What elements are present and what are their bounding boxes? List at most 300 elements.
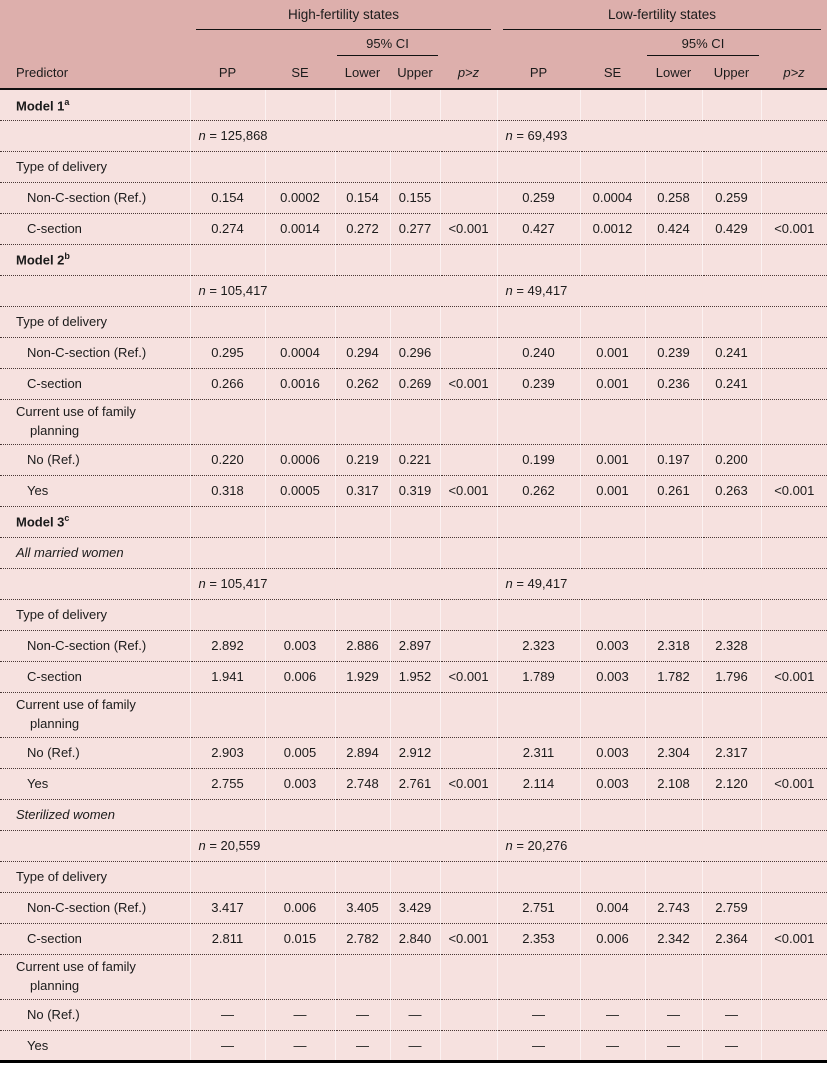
value-cell: 0.001 bbox=[580, 368, 645, 399]
column-header-se-high: SE bbox=[291, 65, 309, 80]
empty-cell bbox=[497, 799, 580, 830]
value-cell bbox=[440, 630, 497, 661]
value-cell: 0.001 bbox=[580, 337, 645, 368]
empty-cell bbox=[645, 306, 702, 337]
empty-cell bbox=[390, 244, 440, 275]
column-header-pp-high: PP bbox=[218, 65, 237, 80]
predictor-cell: Type of delivery bbox=[16, 314, 108, 329]
value-cell: 0.0014 bbox=[265, 213, 335, 244]
value-cell: 0.261 bbox=[645, 475, 702, 506]
empty-cell bbox=[265, 692, 335, 737]
predictor-label-line2: planning bbox=[30, 715, 80, 731]
value-cell: <0.001 bbox=[761, 923, 827, 954]
column-header-upper-low: Upper bbox=[713, 65, 750, 80]
value-cell bbox=[440, 737, 497, 768]
empty-cell bbox=[497, 89, 580, 120]
value-cell: 0.001 bbox=[580, 475, 645, 506]
value-cell: 2.751 bbox=[497, 892, 580, 923]
empty-cell bbox=[190, 861, 265, 892]
value-cell: 2.328 bbox=[702, 630, 761, 661]
table-row-data bbox=[0, 182, 827, 213]
value-cell bbox=[440, 892, 497, 923]
value-cell: 2.323 bbox=[497, 630, 580, 661]
sample-size-high: n = 105,417 bbox=[190, 568, 497, 599]
value-cell bbox=[440, 999, 497, 1030]
value-cell: 0.259 bbox=[497, 182, 580, 213]
predictor-cell bbox=[0, 830, 190, 861]
column-header-predictor: Predictor bbox=[16, 65, 69, 80]
predictor-cell: No (Ref.) bbox=[27, 745, 80, 760]
value-cell: — bbox=[390, 1030, 440, 1061]
value-cell: 0.319 bbox=[390, 475, 440, 506]
empty-cell bbox=[645, 244, 702, 275]
sample-size-low: n = 49,417 bbox=[497, 568, 827, 599]
value-cell: 3.417 bbox=[190, 892, 265, 923]
value-cell: 0.429 bbox=[702, 213, 761, 244]
value-cell: 1.789 bbox=[497, 661, 580, 692]
predictor-cell: Yes bbox=[27, 483, 49, 498]
empty-cell bbox=[440, 506, 497, 537]
value-cell: 0.269 bbox=[390, 368, 440, 399]
empty-cell bbox=[761, 244, 827, 275]
empty-cell bbox=[761, 89, 827, 120]
spacer-cell bbox=[497, 30, 580, 56]
empty-cell bbox=[702, 306, 761, 337]
value-cell bbox=[761, 737, 827, 768]
sample-size-low: n = 20,276 bbox=[497, 830, 827, 861]
group-header-row bbox=[0, 0, 827, 30]
value-cell: 0.003 bbox=[265, 768, 335, 799]
value-cell: 0.262 bbox=[497, 475, 580, 506]
value-cell: 0.200 bbox=[702, 444, 761, 475]
empty-cell bbox=[265, 506, 335, 537]
empty-cell bbox=[580, 399, 645, 444]
value-cell: 0.272 bbox=[335, 213, 390, 244]
value-cell: 2.108 bbox=[645, 768, 702, 799]
value-cell: 1.796 bbox=[702, 661, 761, 692]
empty-cell bbox=[761, 151, 827, 182]
predictor-cell: Sterilized women bbox=[16, 807, 115, 822]
value-cell: 0.263 bbox=[702, 475, 761, 506]
table-header bbox=[0, 0, 827, 89]
predictor-label-line2: planning bbox=[30, 422, 80, 438]
column-header-lower-high: Lower bbox=[344, 65, 381, 80]
value-cell bbox=[440, 182, 497, 213]
table-row-model bbox=[0, 506, 827, 537]
empty-cell bbox=[390, 599, 440, 630]
value-cell: 0.0012 bbox=[580, 213, 645, 244]
value-cell: 0.0004 bbox=[265, 337, 335, 368]
value-cell: <0.001 bbox=[761, 661, 827, 692]
empty-cell bbox=[702, 799, 761, 830]
empty-cell bbox=[390, 799, 440, 830]
value-cell: 2.318 bbox=[645, 630, 702, 661]
predictor-cell: Current use of family planning bbox=[16, 958, 136, 993]
group-header-high-fertility bbox=[190, 0, 497, 30]
table-row-data bbox=[0, 1030, 827, 1061]
value-cell bbox=[761, 630, 827, 661]
empty-cell bbox=[497, 537, 580, 568]
empty-cell bbox=[645, 399, 702, 444]
value-cell: — bbox=[335, 1030, 390, 1061]
empty-cell bbox=[335, 151, 390, 182]
value-cell: 2.342 bbox=[645, 923, 702, 954]
empty-cell bbox=[440, 151, 497, 182]
value-cell: 0.015 bbox=[265, 923, 335, 954]
empty-cell bbox=[702, 954, 761, 999]
empty-cell bbox=[265, 537, 335, 568]
table-row-italic bbox=[0, 537, 827, 568]
value-cell: 0.317 bbox=[335, 475, 390, 506]
empty-cell bbox=[390, 399, 440, 444]
value-cell: 0.001 bbox=[580, 444, 645, 475]
value-cell: 0.258 bbox=[645, 182, 702, 213]
empty-cell bbox=[761, 954, 827, 999]
empty-cell bbox=[440, 306, 497, 337]
value-cell: 0.0004 bbox=[580, 182, 645, 213]
group-header-low-fertility bbox=[497, 0, 827, 30]
empty-cell bbox=[390, 861, 440, 892]
table-row-n bbox=[0, 830, 827, 861]
empty-cell bbox=[190, 506, 265, 537]
value-cell: 0.424 bbox=[645, 213, 702, 244]
predictor-cell: Model 1$^a$ bbox=[16, 96, 70, 113]
value-cell: — bbox=[580, 999, 645, 1030]
empty-cell bbox=[497, 151, 580, 182]
ci-label: 95% CI bbox=[337, 36, 438, 56]
empty-cell bbox=[497, 861, 580, 892]
value-cell: 2.894 bbox=[335, 737, 390, 768]
ci-header-high bbox=[335, 30, 440, 56]
spacer-cell bbox=[0, 30, 190, 56]
table-row-section bbox=[0, 306, 827, 337]
column-label-row bbox=[0, 56, 827, 89]
sample-size-high: n = 20,559 bbox=[190, 830, 497, 861]
n-symbol: n bbox=[198, 128, 206, 143]
table-row-section bbox=[0, 861, 827, 892]
predictor-cell: Model 3$^c$ bbox=[16, 513, 70, 530]
empty-cell bbox=[761, 506, 827, 537]
empty-cell bbox=[335, 244, 390, 275]
empty-cell bbox=[335, 954, 390, 999]
value-cell: 0.221 bbox=[390, 444, 440, 475]
value-cell: 0.427 bbox=[497, 213, 580, 244]
predictor-cell: No (Ref.) bbox=[27, 452, 80, 467]
predictor-cell: Current use of family planning bbox=[16, 696, 136, 731]
value-cell: 3.405 bbox=[335, 892, 390, 923]
value-cell: 0.154 bbox=[335, 182, 390, 213]
column-header-lower-low: Lower bbox=[655, 65, 692, 80]
predictor-cell: Non-C-section (Ref.) bbox=[27, 190, 147, 205]
value-cell: — bbox=[580, 1030, 645, 1061]
spacer-cell bbox=[440, 30, 497, 56]
value-cell: 2.120 bbox=[702, 768, 761, 799]
table-row-data bbox=[0, 630, 827, 661]
empty-cell bbox=[497, 306, 580, 337]
sample-size-low: n = 49,417 bbox=[497, 275, 827, 306]
spacer-cell bbox=[580, 30, 645, 56]
empty-cell bbox=[190, 954, 265, 999]
empty-cell bbox=[761, 399, 827, 444]
value-cell: <0.001 bbox=[761, 475, 827, 506]
empty-cell bbox=[580, 151, 645, 182]
empty-cell bbox=[702, 692, 761, 737]
empty-cell bbox=[702, 244, 761, 275]
empty-cell bbox=[265, 89, 335, 120]
value-cell: <0.001 bbox=[761, 213, 827, 244]
empty-cell bbox=[580, 506, 645, 537]
value-cell: 0.003 bbox=[580, 630, 645, 661]
value-cell: 2.761 bbox=[390, 768, 440, 799]
empty-cell bbox=[440, 244, 497, 275]
empty-cell bbox=[335, 861, 390, 892]
predictor-cell: C-section bbox=[27, 221, 82, 236]
table-row-model bbox=[0, 89, 827, 120]
value-cell: 2.759 bbox=[702, 892, 761, 923]
empty-cell bbox=[761, 799, 827, 830]
empty-cell bbox=[335, 506, 390, 537]
value-cell: — bbox=[265, 1030, 335, 1061]
empty-cell bbox=[190, 537, 265, 568]
value-cell: 1.929 bbox=[335, 661, 390, 692]
empty-cell bbox=[390, 692, 440, 737]
value-cell: 1.941 bbox=[190, 661, 265, 692]
value-cell: <0.001 bbox=[761, 768, 827, 799]
table-row-section2 bbox=[0, 692, 827, 737]
empty-cell bbox=[335, 692, 390, 737]
table-row-n bbox=[0, 568, 827, 599]
value-cell: 0.154 bbox=[190, 182, 265, 213]
empty-cell bbox=[702, 537, 761, 568]
value-cell: — bbox=[390, 999, 440, 1030]
empty-cell bbox=[645, 861, 702, 892]
value-cell bbox=[761, 444, 827, 475]
value-cell: — bbox=[645, 999, 702, 1030]
column-header-pz-low: p>z bbox=[783, 65, 805, 80]
value-cell bbox=[761, 182, 827, 213]
spacer-cell bbox=[265, 30, 335, 56]
empty-cell bbox=[580, 89, 645, 120]
column-header-pp-low: PP bbox=[529, 65, 548, 80]
empty-cell bbox=[645, 599, 702, 630]
value-cell: 0.0002 bbox=[265, 182, 335, 213]
empty-cell bbox=[390, 537, 440, 568]
ci-label: 95% CI bbox=[647, 36, 759, 56]
value-cell: 0.266 bbox=[190, 368, 265, 399]
table-row-n bbox=[0, 120, 827, 151]
empty-cell bbox=[390, 506, 440, 537]
empty-cell bbox=[702, 89, 761, 120]
value-cell bbox=[761, 892, 827, 923]
empty-cell bbox=[440, 599, 497, 630]
value-cell: <0.001 bbox=[440, 368, 497, 399]
column-header-upper-high: Upper bbox=[397, 65, 433, 80]
value-cell: 0.277 bbox=[390, 213, 440, 244]
empty-cell bbox=[265, 399, 335, 444]
empty-cell bbox=[335, 399, 390, 444]
empty-cell bbox=[440, 399, 497, 444]
column-header-pz-high: p>z bbox=[457, 65, 480, 80]
empty-cell bbox=[702, 861, 761, 892]
empty-cell bbox=[190, 151, 265, 182]
table-row-data bbox=[0, 661, 827, 692]
value-cell: <0.001 bbox=[440, 475, 497, 506]
empty-cell bbox=[335, 89, 390, 120]
n-symbol: n bbox=[198, 838, 206, 853]
value-cell: 2.903 bbox=[190, 737, 265, 768]
value-cell: 0.296 bbox=[390, 337, 440, 368]
spacer-cell bbox=[0, 0, 190, 30]
empty-cell bbox=[580, 861, 645, 892]
table-row-data bbox=[0, 444, 827, 475]
predictor-cell bbox=[0, 120, 190, 151]
table-row-data bbox=[0, 213, 827, 244]
predictor-cell: Yes bbox=[27, 776, 49, 791]
value-cell: 2.886 bbox=[335, 630, 390, 661]
empty-cell bbox=[497, 599, 580, 630]
group-header-label: High-fertility states bbox=[196, 7, 491, 30]
value-cell: 0.241 bbox=[702, 337, 761, 368]
value-cell bbox=[761, 368, 827, 399]
table-row-data bbox=[0, 768, 827, 799]
empty-cell bbox=[497, 399, 580, 444]
predictor-cell bbox=[0, 275, 190, 306]
empty-cell bbox=[335, 306, 390, 337]
empty-cell bbox=[190, 799, 265, 830]
predictor-cell: All married women bbox=[16, 545, 124, 560]
empty-cell bbox=[645, 151, 702, 182]
empty-cell bbox=[702, 599, 761, 630]
value-cell: — bbox=[190, 1030, 265, 1061]
empty-cell bbox=[580, 306, 645, 337]
predictor-cell: C-section bbox=[27, 669, 82, 684]
value-cell: 2.304 bbox=[645, 737, 702, 768]
empty-cell bbox=[390, 89, 440, 120]
empty-cell bbox=[265, 306, 335, 337]
value-cell: 0.0005 bbox=[265, 475, 335, 506]
empty-cell bbox=[497, 692, 580, 737]
empty-cell bbox=[580, 954, 645, 999]
table-row-data bbox=[0, 368, 827, 399]
value-cell: 0.003 bbox=[580, 737, 645, 768]
value-cell: <0.001 bbox=[440, 661, 497, 692]
value-cell: 2.743 bbox=[645, 892, 702, 923]
empty-cell bbox=[761, 692, 827, 737]
table-row-data bbox=[0, 737, 827, 768]
value-cell: 2.912 bbox=[390, 737, 440, 768]
empty-cell bbox=[335, 599, 390, 630]
value-cell: 0.236 bbox=[645, 368, 702, 399]
value-cell: 1.952 bbox=[390, 661, 440, 692]
value-cell: 0.274 bbox=[190, 213, 265, 244]
empty-cell bbox=[190, 244, 265, 275]
empty-cell bbox=[580, 537, 645, 568]
spacer-cell bbox=[190, 30, 265, 56]
empty-cell bbox=[265, 151, 335, 182]
predictor-cell: Non-C-section (Ref.) bbox=[27, 900, 147, 915]
value-cell: 3.429 bbox=[390, 892, 440, 923]
value-cell: 2.811 bbox=[190, 923, 265, 954]
value-cell: — bbox=[335, 999, 390, 1030]
empty-cell bbox=[390, 151, 440, 182]
value-cell: 0.004 bbox=[580, 892, 645, 923]
value-cell: 0.199 bbox=[497, 444, 580, 475]
predictor-cell: C-section bbox=[27, 931, 82, 946]
value-cell: 0.155 bbox=[390, 182, 440, 213]
predictor-cell: Non-C-section (Ref.) bbox=[27, 638, 147, 653]
value-cell bbox=[761, 337, 827, 368]
table-row-data bbox=[0, 923, 827, 954]
table-row-section bbox=[0, 151, 827, 182]
empty-cell bbox=[440, 692, 497, 737]
table-row-section2 bbox=[0, 399, 827, 444]
predictor-cell: No (Ref.) bbox=[27, 1007, 80, 1022]
empty-cell bbox=[645, 537, 702, 568]
empty-cell bbox=[440, 89, 497, 120]
value-cell: <0.001 bbox=[440, 923, 497, 954]
value-cell: 0.197 bbox=[645, 444, 702, 475]
sample-size-high: n = 105,417 bbox=[190, 275, 497, 306]
value-cell: 0.0016 bbox=[265, 368, 335, 399]
empty-cell bbox=[497, 506, 580, 537]
ci-header-low bbox=[645, 30, 761, 56]
empty-cell bbox=[645, 506, 702, 537]
empty-cell bbox=[265, 954, 335, 999]
empty-cell bbox=[440, 861, 497, 892]
empty-cell bbox=[390, 954, 440, 999]
empty-cell bbox=[761, 537, 827, 568]
value-cell: 0.006 bbox=[580, 923, 645, 954]
empty-cell bbox=[580, 244, 645, 275]
empty-cell bbox=[702, 506, 761, 537]
empty-cell bbox=[190, 599, 265, 630]
table-row-data bbox=[0, 999, 827, 1030]
value-cell: 0.0006 bbox=[265, 444, 335, 475]
value-cell bbox=[761, 1030, 827, 1061]
table-row-data bbox=[0, 475, 827, 506]
empty-cell bbox=[702, 399, 761, 444]
value-cell: — bbox=[702, 1030, 761, 1061]
empty-cell bbox=[580, 599, 645, 630]
predictor-cell: Yes bbox=[27, 1037, 49, 1053]
predictor-cell: Current use of family planning bbox=[16, 403, 136, 438]
value-cell: 1.782 bbox=[645, 661, 702, 692]
value-cell: 2.782 bbox=[335, 923, 390, 954]
empty-cell bbox=[265, 244, 335, 275]
sample-size-high: n = 125,868 bbox=[190, 120, 497, 151]
table-row-model bbox=[0, 244, 827, 275]
empty-cell bbox=[190, 306, 265, 337]
value-cell: 2.311 bbox=[497, 737, 580, 768]
value-cell bbox=[761, 999, 827, 1030]
empty-cell bbox=[190, 692, 265, 737]
value-cell: 0.220 bbox=[190, 444, 265, 475]
group-header-label: Low-fertility states bbox=[503, 7, 821, 30]
empty-cell bbox=[761, 306, 827, 337]
value-cell: 0.003 bbox=[580, 661, 645, 692]
value-cell bbox=[440, 337, 497, 368]
n-symbol: n bbox=[505, 576, 513, 591]
value-cell: 0.241 bbox=[702, 368, 761, 399]
value-cell: 0.005 bbox=[265, 737, 335, 768]
empty-cell bbox=[497, 954, 580, 999]
value-cell: 2.897 bbox=[390, 630, 440, 661]
spacer-cell bbox=[761, 30, 827, 56]
table-row-section bbox=[0, 599, 827, 630]
predictor-label-line2: planning bbox=[30, 977, 80, 993]
value-cell: 0.239 bbox=[645, 337, 702, 368]
value-cell: — bbox=[265, 999, 335, 1030]
